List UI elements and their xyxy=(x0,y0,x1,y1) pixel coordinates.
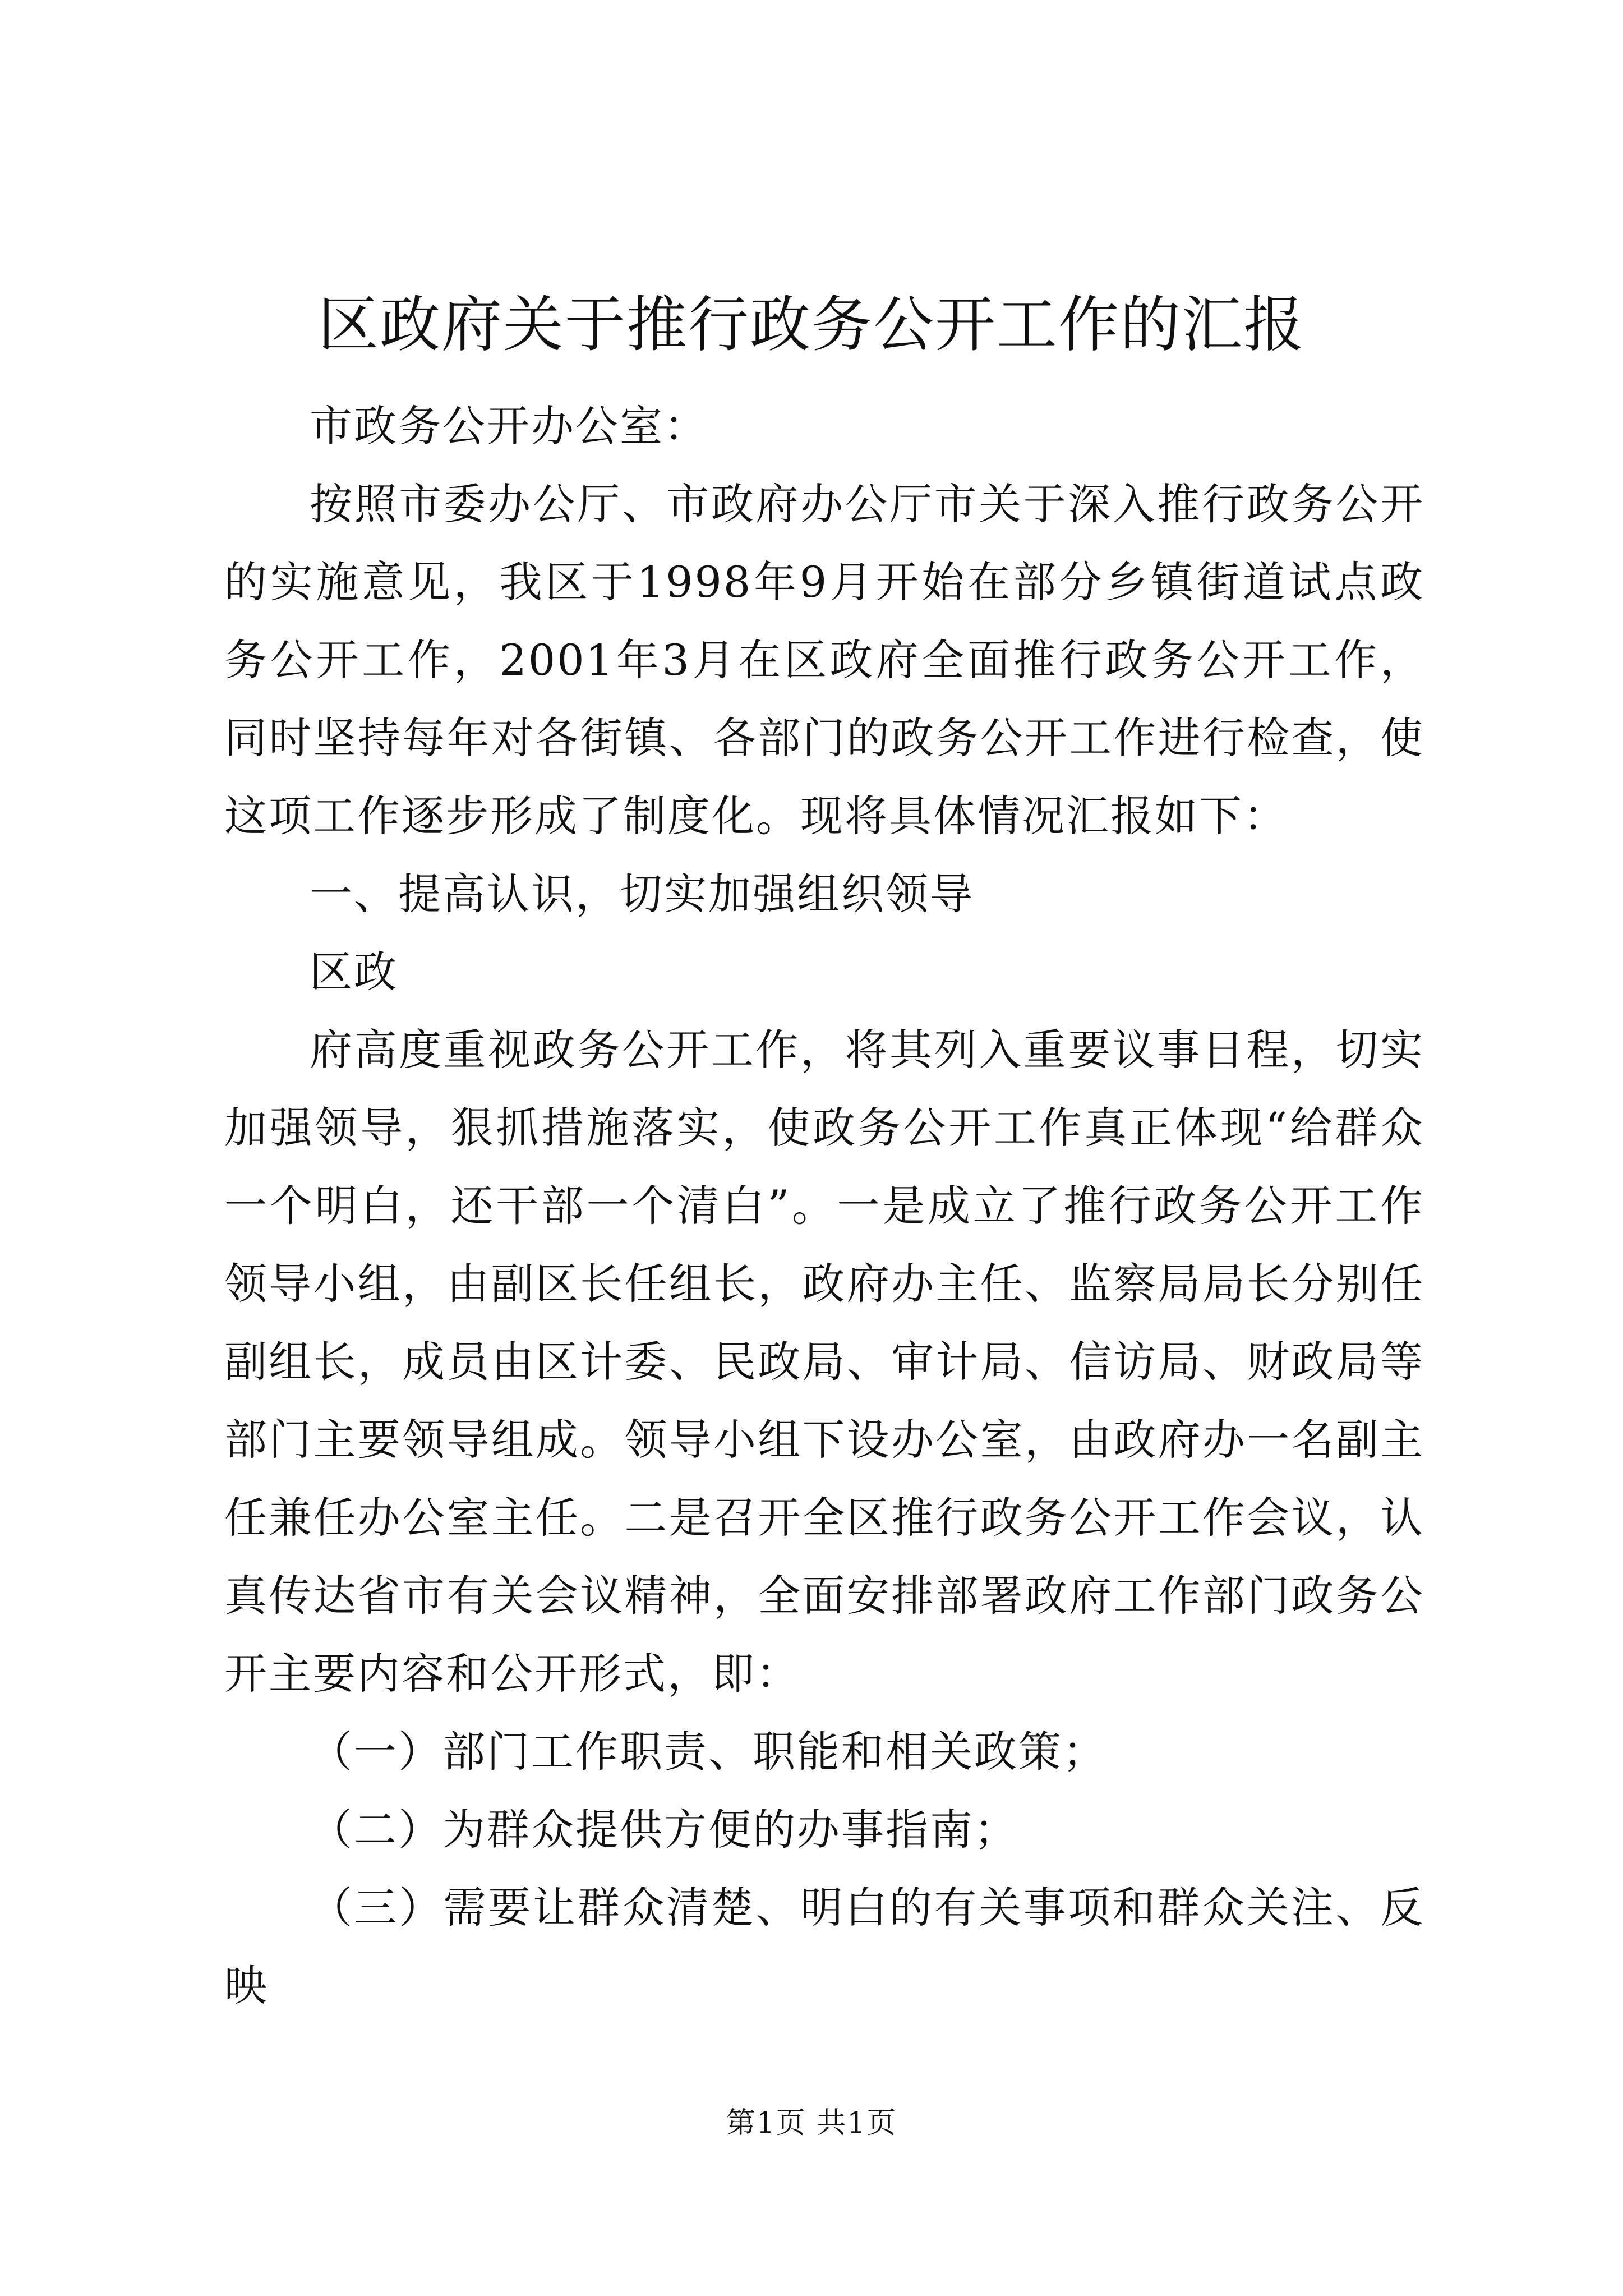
list-item-3: （三）需要让群众清楚、明白的有关事项和群众关注、反映 xyxy=(224,1883,1424,2010)
paragraph-fragment: 区政 xyxy=(310,947,398,997)
paragraph-main: 府高度重视政务公开工作，将其列入重要议事日程，切实加强领导，狠抓措施落实，使政务公开工作真正体现“给群众一个明白，还干部一个清白”。一是成立了推行政务公开工作领导小组，由副区长任组长，政府办主任、监察局局长分别任副组长，成员由区计委、民政局、审计局、信访局、财政局等部门主要领导组成。领导小组下设办公室，由政府办一名副主任兼任办公室主任。二是召开全区推行政务公开工作会议，认真传达省市有关会议精神，全面安排部署政府工作部门政务公开主要内容和公开形式，即： xyxy=(224,1025,1424,1699)
page-footer: 第1页 共1页 xyxy=(726,2106,897,2140)
document-body xyxy=(224,387,1424,2024)
salutation: 市政务公开办公室： xyxy=(310,401,708,451)
section-heading: 一、提高认识，切实加强组织领导 xyxy=(310,869,974,919)
list-item-1: （一）部门工作职责、职能和相关政策； xyxy=(310,1727,1107,1777)
list-item-2: （二）为群众提供方便的办事指南； xyxy=(310,1805,1018,1855)
paragraph-intro: 按照市委办公厅、市政府办公厅市关于深入推行政务公开的实施意见，我区于1998年9月开始在部分乡镇街道试点政务公开工作，2001年3月在区政府全面推行政务公开工作，同时坚持每年对各街镇、各部门的政务公开工作进行检查，使这项工作逐步形成了制度化。现将具体情况汇报如下： xyxy=(224,479,1424,841)
document-title: 区政府关于推行政务公开工作的汇报 xyxy=(317,290,1305,360)
